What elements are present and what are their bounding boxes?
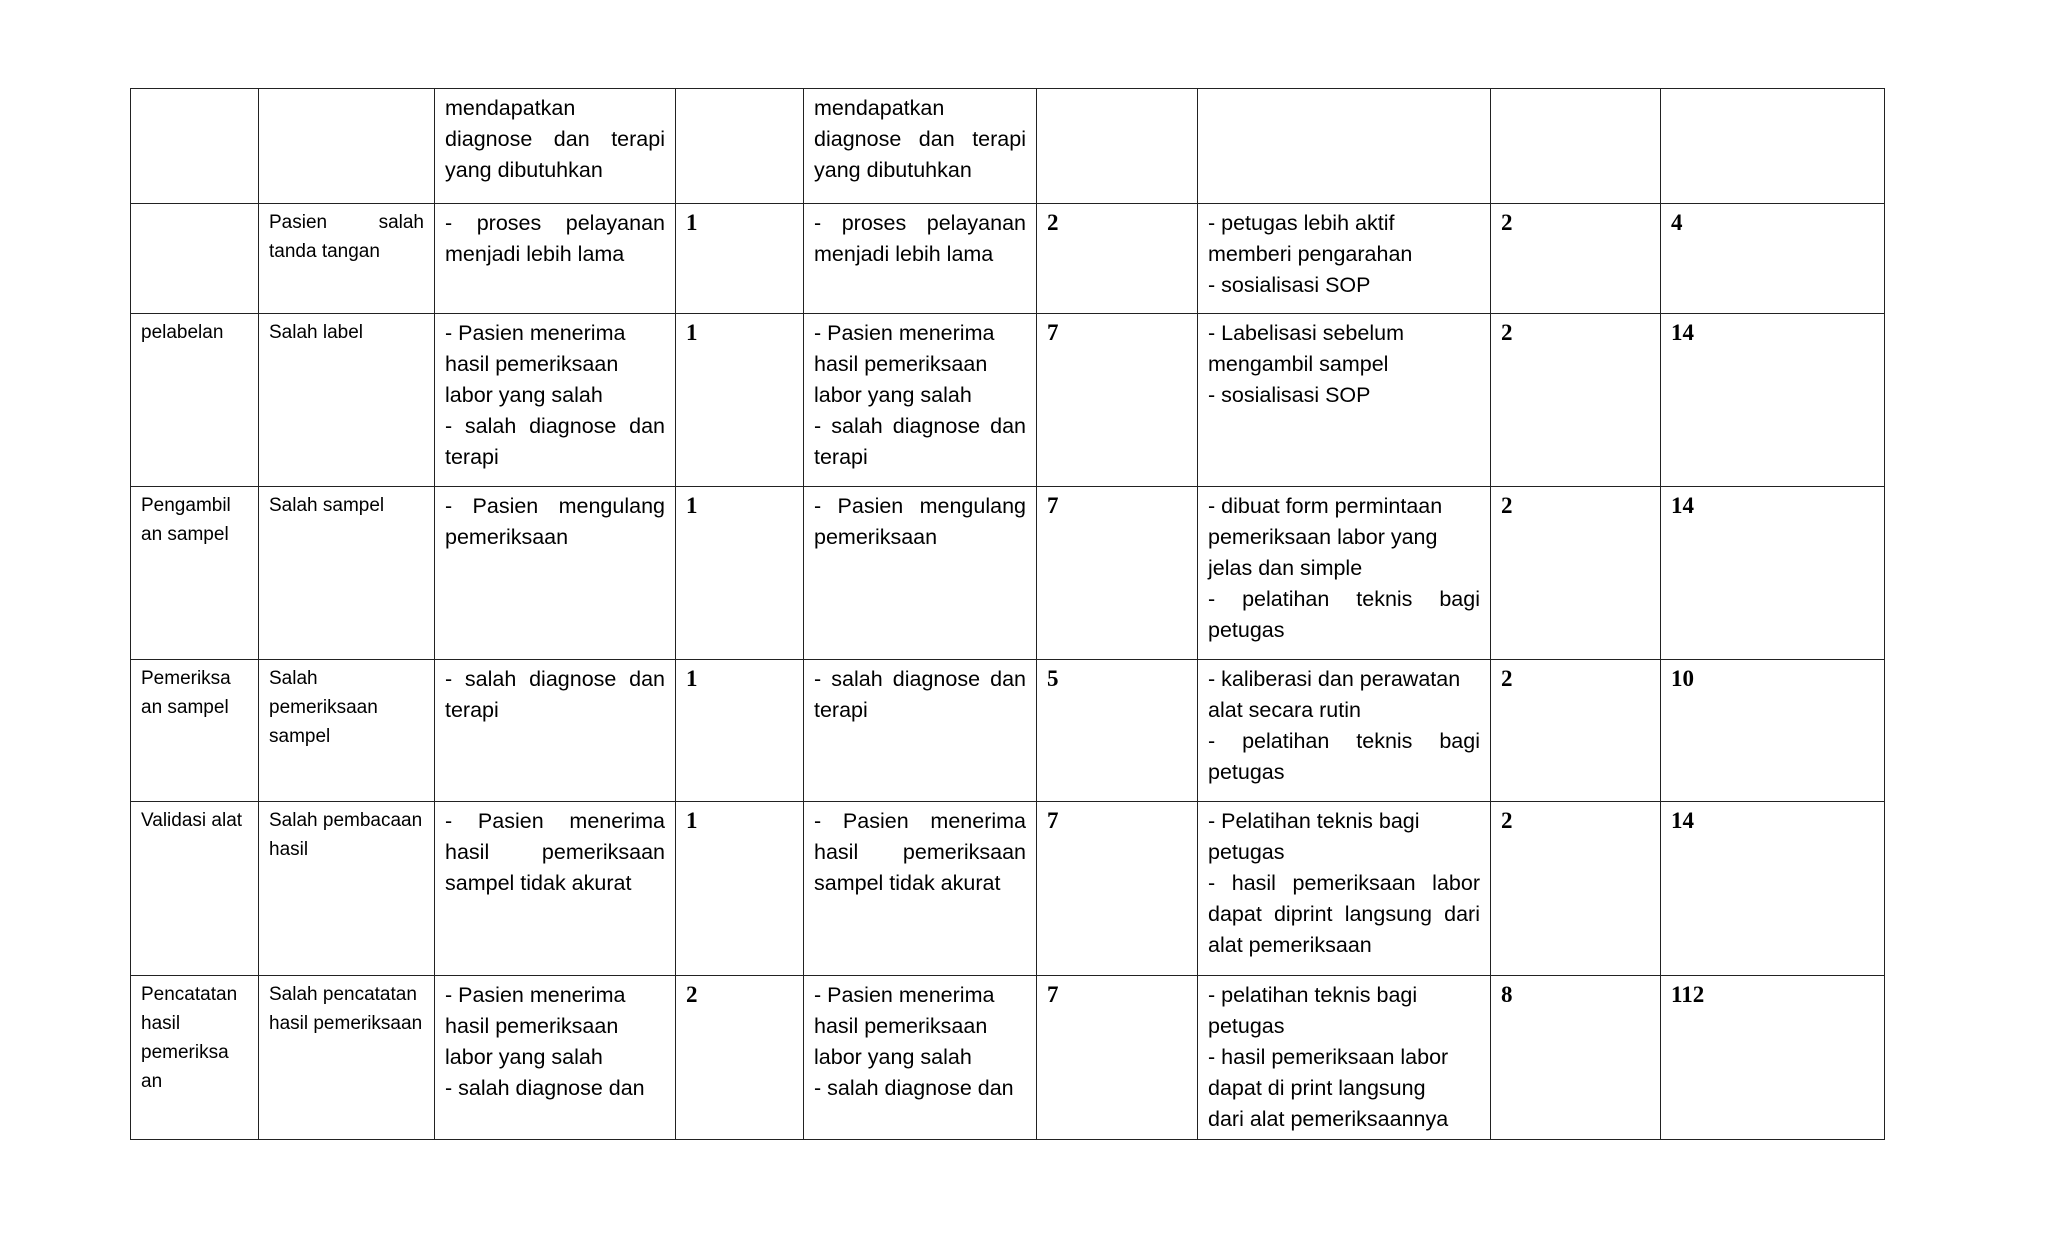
- process-cell: [131, 802, 259, 976]
- effect-cell-2: [804, 89, 1037, 204]
- detection-cell: [1491, 314, 1661, 487]
- failure-mode-cell: [259, 802, 435, 976]
- effect-cell: [435, 487, 676, 660]
- rpn-value: 4: [1671, 210, 1683, 235]
- occurrence-cell: [676, 802, 804, 976]
- effect-cell-2: [804, 976, 1037, 1140]
- severity-value: 5: [1047, 666, 1059, 691]
- action-text: - Pelatihan teknis bagi petugas - hasil pemeriksaan labor dapat diprint langsung dari alat pemeriksaan: [1208, 809, 1480, 957]
- effect-text-2: - Pasien menerima hasil pemeriksaan sampel tidak akurat: [814, 809, 1026, 895]
- failure-mode-cell: [259, 660, 435, 802]
- detection-cell: [1491, 802, 1661, 976]
- rpn-value: 14: [1671, 808, 1694, 833]
- failure-mode-cell: [259, 204, 435, 314]
- occurrence-cell: [676, 976, 804, 1140]
- rpn-cell: [1661, 314, 1885, 487]
- table-row: [131, 802, 1885, 976]
- action-cell: [1198, 660, 1491, 802]
- action-text: - Labelisasi sebelum mengambil sampel - sosialisasi SOP: [1208, 321, 1404, 407]
- rpn-value: 10: [1671, 666, 1694, 691]
- occurrence-value: 1: [686, 320, 698, 345]
- severity-cell: [1037, 314, 1198, 487]
- severity-cell: [1037, 660, 1198, 802]
- failure-mode-cell: [259, 487, 435, 660]
- effect-cell-2: [804, 314, 1037, 487]
- effect-text: - Pasien mengulang pemeriksaan: [445, 494, 665, 549]
- effect-text: - Pasien menerima hasil pemeriksaan sampel tidak akurat: [445, 809, 665, 895]
- action-cell: [1198, 802, 1491, 976]
- severity-cell: [1037, 976, 1198, 1140]
- rpn-cell: [1661, 204, 1885, 314]
- process-cell: [131, 660, 259, 802]
- detection-cell: [1491, 660, 1661, 802]
- failure-mode-text: Pasien salah tanda tangan: [269, 212, 424, 262]
- detection-value: 2: [1501, 666, 1513, 691]
- failure-mode-text: Salah pembacaan hasil: [269, 810, 423, 860]
- severity-cell: [1037, 89, 1198, 204]
- table-row: [131, 204, 1885, 314]
- rpn-cell: [1661, 89, 1885, 204]
- failure-mode-text: Salah pencatatan hasil pemeriksaan: [269, 984, 423, 1034]
- effect-text: mendapatkan diagnose dan terapi yang dibutuhkan: [445, 96, 665, 182]
- severity-cell: [1037, 487, 1198, 660]
- occurrence-cell: [676, 660, 804, 802]
- rpn-cell: [1661, 802, 1885, 976]
- effect-text-2: - Pasien mengulang pemeriksaan: [814, 494, 1026, 549]
- rpn-value: 14: [1671, 320, 1694, 345]
- detection-cell: [1491, 89, 1661, 204]
- process-text: Validasi alat: [141, 810, 243, 831]
- failure-mode-text: Salah label: [269, 322, 364, 343]
- occurrence-value: 1: [686, 666, 698, 691]
- failure-mode-cell: [259, 314, 435, 487]
- effect-cell: [435, 802, 676, 976]
- process-cell: [131, 976, 259, 1140]
- process-cell: [131, 89, 259, 204]
- failure-mode-text: Salah pemeriksaan sampel: [269, 668, 378, 747]
- failure-mode-cell: [259, 976, 435, 1140]
- action-cell: [1198, 487, 1491, 660]
- process-text: pelabelan: [141, 322, 224, 343]
- table-row: [131, 314, 1885, 487]
- table-row: [131, 487, 1885, 660]
- rpn-cell: [1661, 660, 1885, 802]
- severity-value: 7: [1047, 808, 1059, 833]
- effect-text-2: - Pasien menerima hasil pemeriksaan labor yang salah - salah diagnose dan terapi: [814, 321, 1026, 469]
- process-cell: [131, 487, 259, 660]
- detection-value: 2: [1501, 320, 1513, 345]
- effect-cell: [435, 976, 676, 1140]
- effect-cell: [435, 89, 676, 204]
- occurrence-cell: [676, 89, 804, 204]
- rpn-cell: [1661, 976, 1885, 1140]
- severity-cell: [1037, 802, 1198, 976]
- action-text: - kaliberasi dan perawatan alat secara rutin - pelatihan teknis bagi petugas: [1208, 667, 1480, 784]
- action-cell: [1198, 204, 1491, 314]
- occurrence-value: 1: [686, 808, 698, 833]
- detection-cell: [1491, 976, 1661, 1140]
- occurrence-cell: [676, 487, 804, 660]
- rpn-value: 112: [1671, 982, 1705, 1007]
- detection-value: 2: [1501, 493, 1513, 518]
- occurrence-value: 2: [686, 982, 698, 1007]
- detection-value: 8: [1501, 982, 1513, 1007]
- table-row: [131, 660, 1885, 802]
- effect-text-2: mendapatkan diagnose dan terapi yang dibutuhkan: [814, 96, 1026, 182]
- action-text: - pelatihan teknis bagi petugas - hasil pemeriksaan labor dapat di print langsung dari alat pemeriksaannya: [1208, 983, 1449, 1131]
- effect-cell-2: [804, 660, 1037, 802]
- process-text: Pengambil an sampel: [141, 495, 231, 545]
- severity-value: 7: [1047, 320, 1059, 345]
- effect-text-2: - proses pelayanan menjadi lebih lama: [814, 211, 1026, 266]
- effect-text: - proses pelayanan menjadi lebih lama: [445, 211, 665, 266]
- severity-value: 2: [1047, 210, 1059, 235]
- effect-text: - Pasien menerima hasil pemeriksaan labor yang salah - salah diagnose dan: [445, 983, 645, 1100]
- occurrence-value: 1: [686, 493, 698, 518]
- severity-cell: [1037, 204, 1198, 314]
- action-cell: [1198, 976, 1491, 1140]
- occurrence-cell: [676, 314, 804, 487]
- occurrence-value: 1: [686, 210, 698, 235]
- detection-cell: [1491, 487, 1661, 660]
- detection-value: 2: [1501, 210, 1513, 235]
- process-text: Pencatatan hasil pemeriksa an: [141, 984, 238, 1092]
- process-text: Pemeriksa an sampel: [141, 668, 231, 718]
- action-cell: [1198, 89, 1491, 204]
- process-cell: [131, 204, 259, 314]
- fmea-table: [130, 88, 1885, 1140]
- failure-mode-cell: [259, 89, 435, 204]
- action-text: - petugas lebih aktif memberi pengarahan - sosialisasi SOP: [1208, 211, 1413, 297]
- effect-cell-2: [804, 204, 1037, 314]
- table-row: [131, 976, 1885, 1140]
- detection-cell: [1491, 204, 1661, 314]
- effect-text-2: - salah diagnose dan terapi: [814, 667, 1026, 722]
- effect-cell: [435, 314, 676, 487]
- process-cell: [131, 314, 259, 487]
- action-text: - dibuat form permintaan pemeriksaan labor yang jelas dan simple - pelatihan teknis bagi petugas: [1208, 494, 1480, 642]
- effect-text-2: - Pasien menerima hasil pemeriksaan labor yang salah - salah diagnose dan: [814, 983, 1014, 1100]
- severity-value: 7: [1047, 493, 1059, 518]
- effect-text: - Pasien menerima hasil pemeriksaan labor yang salah - salah diagnose dan terapi: [445, 321, 665, 469]
- action-cell: [1198, 314, 1491, 487]
- effect-cell-2: [804, 487, 1037, 660]
- failure-mode-text: Salah sampel: [269, 495, 385, 516]
- effect-cell: [435, 660, 676, 802]
- table-row: [131, 89, 1885, 204]
- severity-value: 7: [1047, 982, 1059, 1007]
- detection-value: 2: [1501, 808, 1513, 833]
- effect-text: - salah diagnose dan terapi: [445, 667, 665, 722]
- effect-cell-2: [804, 802, 1037, 976]
- occurrence-cell: [676, 204, 804, 314]
- rpn-value: 14: [1671, 493, 1694, 518]
- rpn-cell: [1661, 487, 1885, 660]
- effect-cell: [435, 204, 676, 314]
